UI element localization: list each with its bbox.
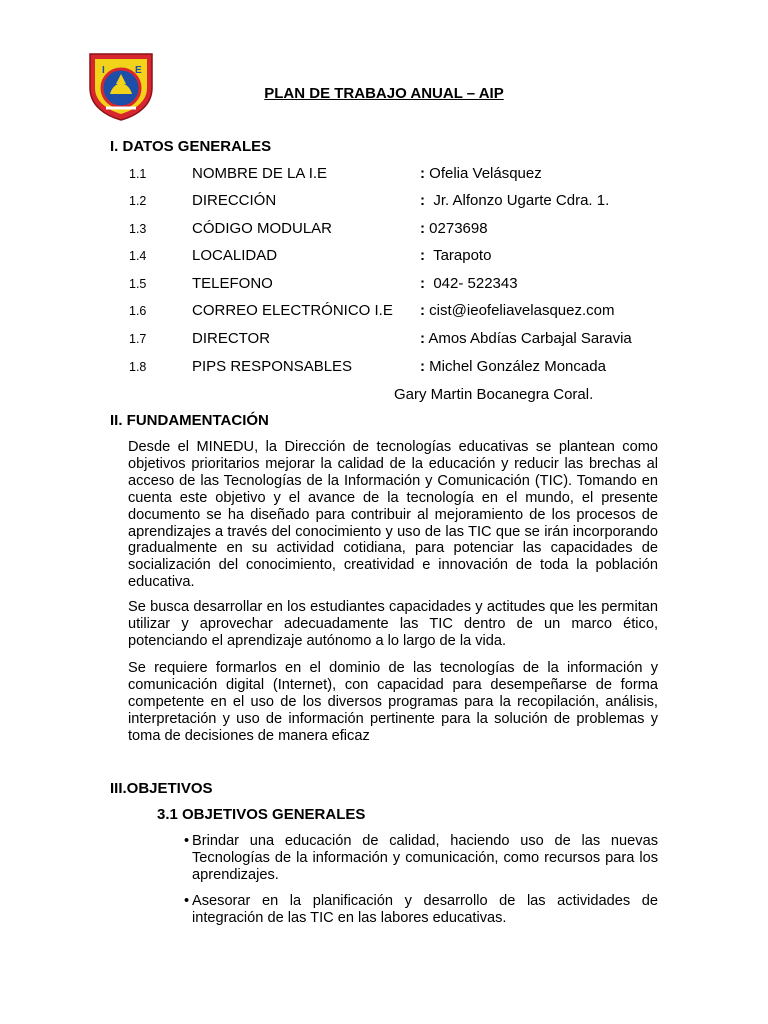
document-title: PLAN DE TRABAJO ANUAL – AIP	[264, 85, 504, 102]
data-row: 1.4 LOCALIDAD : Tarapoto	[129, 247, 492, 264]
data-row: 1.6 CORREO ELECTRÓNICO I.E : cist@ieofeliavelasquez.com	[129, 302, 615, 319]
section-objetivos-heading: III.OBJETIVOS	[110, 780, 213, 797]
data-row: 1.7 DIRECTOR : Amos Abdías Carbajal Saravia	[129, 330, 632, 347]
section-datos-heading: I. DATOS GENERALES	[110, 138, 272, 155]
data-row: 1.8 PIPS RESPONSABLES : Michel González Moncada	[129, 358, 606, 375]
objetivo-item-2: Asesorar en la planificación y desarrollo de las actividades de integración de las TIC en las labores educativas.	[192, 893, 658, 926]
section-fundamentacion-heading: II. FUNDAMENTACIÓN	[110, 412, 269, 429]
objetivos-generales-heading: 3.1 OBJETIVOS GENERALES	[157, 806, 366, 823]
fundamentacion-paragraph-1: Desde el MINEDU, la Dirección de tecnologías educativas se plantean como objetivos prioritarios mejorar la calidad de la educación y reducir las brechas al acceso de las Tecnologías de la Información y Comunicación (TIC). Tomando en cuenta este objetivo y el avance de la tecnología en el mundo, el presente documento se ha diseñado para contribuir al mejoramiento de los procesos de aprendizajes a través del conocimiento y uso de las TIC que se irán incorporando gradualmente en su actividad cotidiana, para potenciar las capacidades de socialización del conocimiento, creatividad e innovación de toda la población educativa.	[128, 439, 658, 591]
data-row: 1.2 DIRECCIÓN : Jr. Alfonzo Ugarte Cdra. 1.	[129, 192, 610, 209]
fundamentacion-paragraph-3: Se requiere formarlos en el dominio de las tecnologías de la información y comunicación digital (Internet), con capacidad para desempeñarse de forma competente en el uso de los diversos programas para la recopilación, análisis, interpretación y uso de información pertinente para la solución de problemas y toma de decisiones de manera eficaz	[128, 660, 658, 744]
objetivo-item-1: Brindar una educación de calidad, haciendo uso de las nuevas Tecnologías de la información y comunicación, como recursos para los aprendizajes.	[192, 833, 658, 883]
bullet-marker: •	[184, 893, 190, 909]
logo-letter-e: E	[135, 65, 142, 76]
data-row: 1.3 CÓDIGO MODULAR : 0273698	[129, 220, 488, 237]
bullet-marker: •	[184, 833, 190, 849]
data-row: 1.5 TELEFONO : 042- 522343	[129, 275, 518, 292]
logo-letter-i: I	[102, 65, 105, 76]
pips-second-name: Gary Martin Bocanegra Coral.	[394, 386, 594, 403]
data-row: 1.1 NOMBRE DE LA I.E : Ofelia Velásquez	[129, 165, 542, 182]
fundamentacion-paragraph-2: Se busca desarrollar en los estudiantes capacidades y actitudes que les permitan utilizar y aprovechar adecuadamente las TIC dentro de un marco ético, potenciando el aprendizaje autónomo a lo largo de la vida.	[128, 599, 658, 649]
